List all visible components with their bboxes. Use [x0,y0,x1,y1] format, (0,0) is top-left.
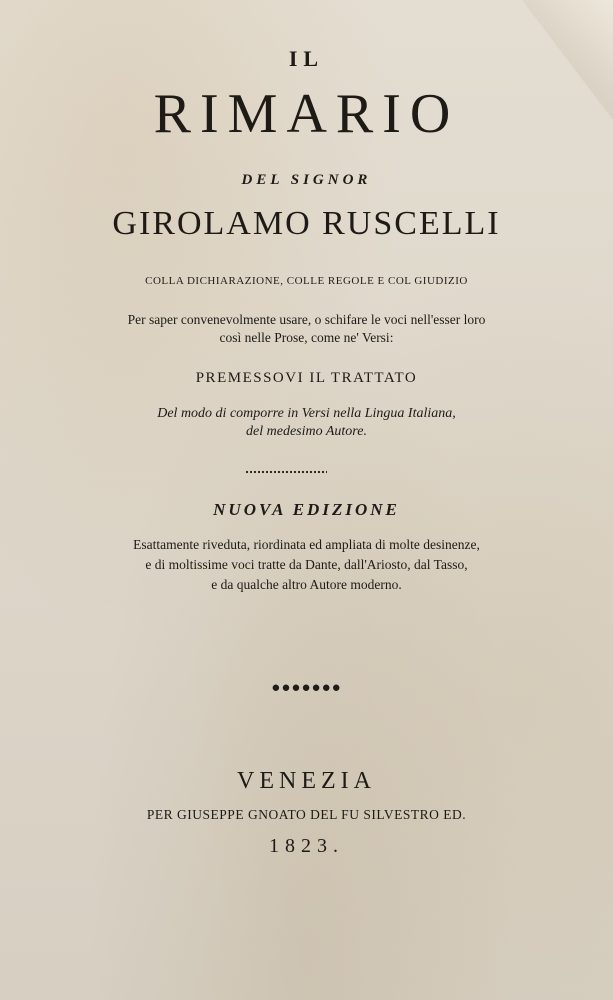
author-prefix: DEL SIGNOR [241,172,372,188]
imprint-printer: PER GIUSEPPE GNOATO DEL FU SILVESTRO ED. [146,807,467,822]
premessovi-heading: PREMESSOVI IL TRATTATO [195,370,418,386]
author-name: GIROLAMO RUSCELLI [112,205,501,242]
book-title: RIMARIO [153,83,460,145]
subtitle-colla: COLLA DICHIARAZIONE, COLLE REGOLE E COL GIUDIZIO [145,275,468,287]
edition-heading: NUOVA EDIZIONE [213,500,400,519]
dotted-divider [245,470,327,474]
edition-line-2: e di moltissime voci tratte da Dante, dall'Ariosto, dal Tasso, [145,557,468,572]
title-article: IL [288,46,325,71]
imprint-year: 1823. [269,835,344,857]
ornament-divider: ●●●●●●● [271,680,342,696]
edition-line-1: Esattamente riveduta, riordinata ed ampliata di molte desinenze, [133,537,480,552]
edition-line-3: e da qualche altro Autore moderno. [211,577,402,592]
treatise-line-1: Del modo di comporre in Versi nella Lingua Italiana, [157,406,456,421]
treatise-line-2: del medesimo Autore. [246,424,367,439]
imprint-city: VENEZIA [237,768,376,794]
description-line-1: Per saper convenevolmente usare, o schifare le voci nell'esser loro [127,312,486,327]
description-line-2: così nelle Prose, come ne' Versi: [219,330,394,345]
